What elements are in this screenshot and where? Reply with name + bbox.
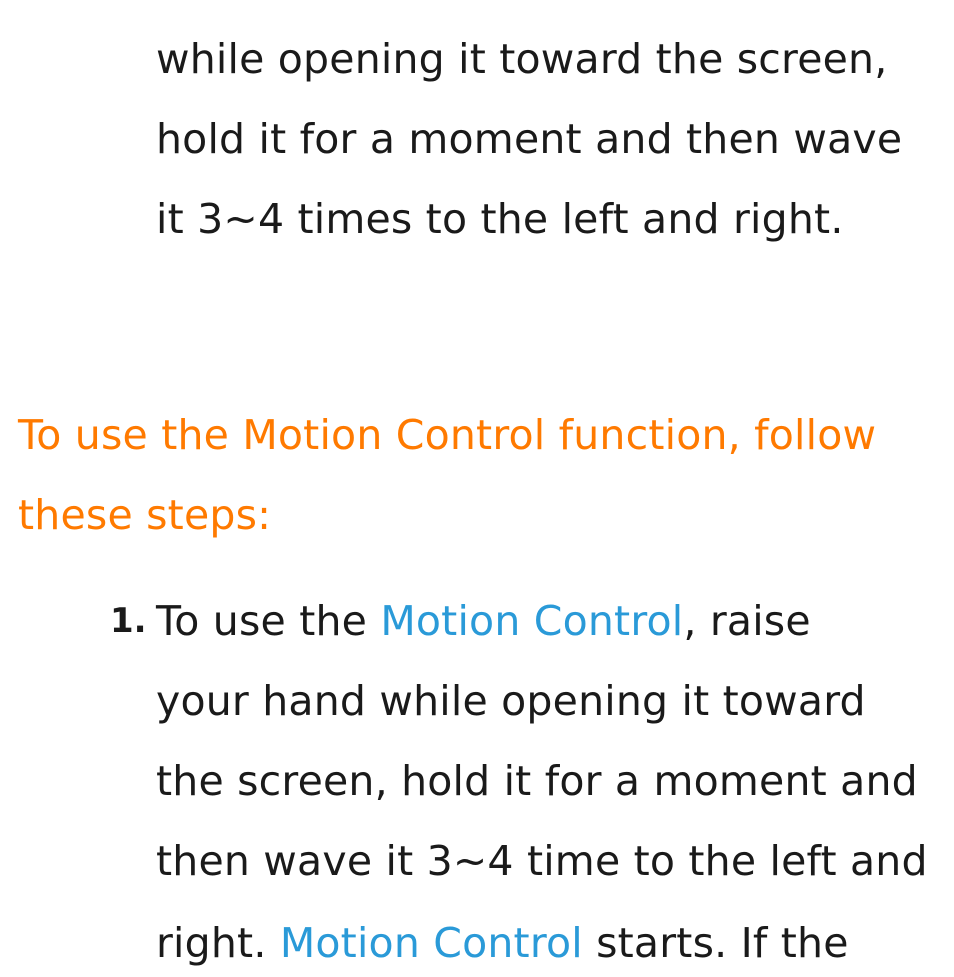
intro-line-1: while opening it toward the screen, <box>156 35 888 83</box>
step-text: , raise <box>683 597 811 645</box>
heading-line-1: To use the Motion Control function, follow <box>18 411 877 459</box>
step-number: 1. <box>110 601 147 641</box>
heading-line-2: these steps: <box>18 491 272 539</box>
intro-line-3: it 3~4 times to the left and right. <box>156 195 844 243</box>
motion-control-term: Motion Control <box>380 597 684 645</box>
step-text: starts. If the <box>582 919 849 967</box>
intro-line-2: hold it for a moment and then wave <box>156 115 903 163</box>
step-line-2: your hand while opening it toward <box>156 677 866 725</box>
step-line-4: then wave it 3~4 time to the left and <box>156 837 928 885</box>
step-line-1 <box>156 596 811 646</box>
motion-control-term: Motion Control <box>279 919 583 967</box>
step-text: To use the <box>156 597 381 645</box>
step-line-5 <box>156 918 849 968</box>
step-line-3: the screen, hold it for a moment and <box>156 757 918 805</box>
step-text: right. <box>156 919 280 967</box>
